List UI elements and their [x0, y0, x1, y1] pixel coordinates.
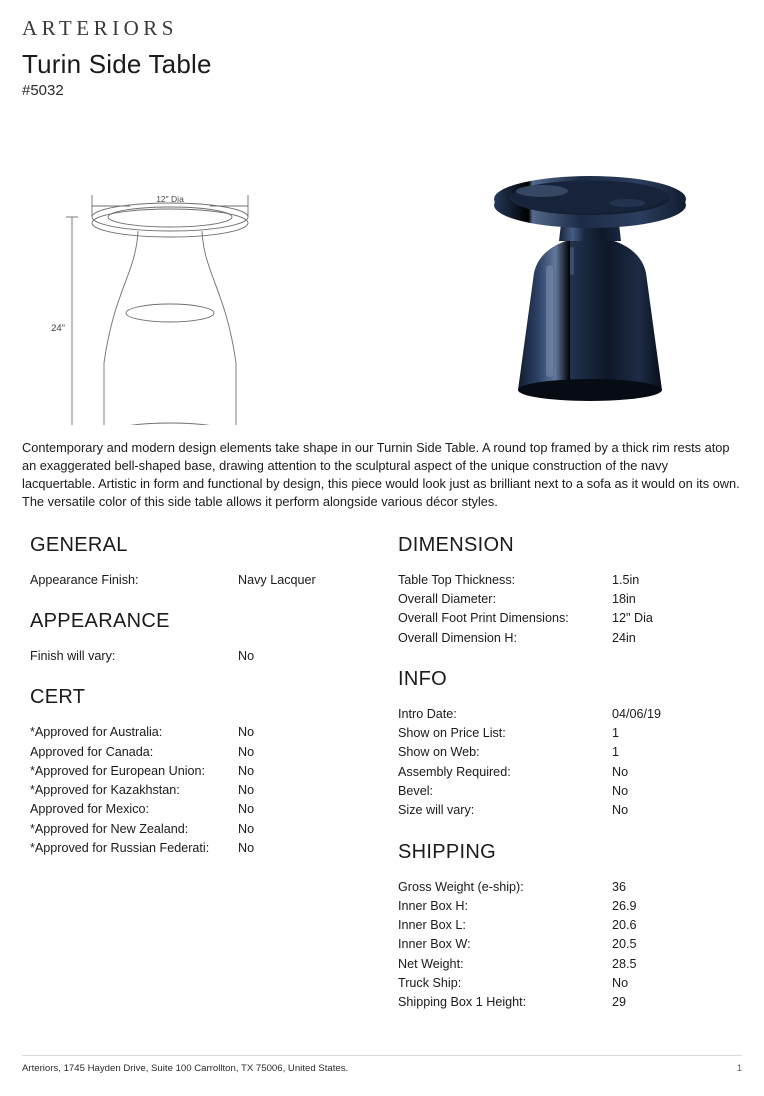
table-row [30, 723, 382, 742]
row-value: No [238, 744, 255, 759]
table-row [398, 743, 734, 762]
row-label: Inner Box L: [398, 918, 466, 933]
row-value: No [612, 803, 629, 818]
row-label: Overall Foot Print Dimensions: [398, 611, 569, 626]
drawing-top-dimension-label: 12" Dia [156, 194, 184, 204]
row-value: No [238, 648, 255, 663]
technical-line-drawing [30, 105, 360, 425]
table-row [398, 763, 734, 782]
row-label: Show on Web: [398, 745, 480, 760]
row-value: 26.9 [612, 898, 637, 913]
page-footer [22, 1055, 742, 1074]
section-heading-dimension: DIMENSION [398, 533, 515, 556]
row-label: Assembly Required: [398, 764, 511, 779]
table-row [30, 820, 382, 839]
row-value: 1 [612, 726, 620, 741]
row-value: 29 [612, 995, 627, 1010]
row-label: Truck Ship: [398, 976, 462, 991]
row-value: No [612, 784, 629, 798]
row-label: Overall Diameter: [398, 591, 496, 606]
row-label: *Approved for Kazakhstan: [30, 783, 180, 798]
row-label: Overall Dimension H: [398, 630, 517, 645]
row-label: Approved for Mexico: [30, 802, 149, 817]
table-row [30, 781, 382, 800]
row-value: No [612, 976, 629, 991]
table-row [30, 839, 382, 858]
section-heading-appearance: APPEARANCE [30, 609, 170, 632]
spec-column-right [390, 534, 734, 1013]
row-value: 36 [612, 879, 627, 894]
table-row [398, 801, 734, 820]
rows-general [30, 571, 382, 590]
table-row [30, 647, 382, 666]
row-value: 12" Dia [612, 611, 653, 626]
page-number: 1 [736, 1063, 742, 1073]
row-value: No [238, 841, 255, 855]
section-heading-shipping: SHIPPING [398, 840, 496, 863]
table-row [398, 724, 734, 743]
section-appearance [22, 610, 382, 666]
section-dimension [390, 534, 734, 648]
section-shipping [390, 841, 734, 1013]
row-label: *Approved for Russian Federati: [30, 841, 210, 855]
product-sku: #5032 [22, 82, 64, 99]
row-label: Net Weight: [398, 956, 464, 971]
spec-column-left [22, 534, 390, 1013]
table-row [398, 955, 734, 974]
row-label: *Approved for Australia: [30, 725, 163, 740]
row-label: Finish will vary: [30, 648, 116, 663]
table-row [30, 571, 382, 590]
rows-info [398, 705, 734, 821]
table-row [398, 974, 734, 993]
row-label: *Approved for European Union: [30, 763, 206, 778]
section-heading-cert: CERT [30, 686, 86, 709]
table-row [398, 897, 734, 916]
table-row [398, 878, 734, 897]
brand-wordmark: ARTERIORS [22, 16, 178, 40]
row-value: No [238, 763, 255, 778]
footer-address: Arteriors, 1745 Hayden Drive, Suite 100 Carrollton, TX 75006, United States. [22, 1063, 349, 1074]
table-row [398, 571, 734, 590]
row-value: 20.5 [612, 937, 637, 952]
row-label: Intro Date: [398, 706, 457, 721]
row-label: Bevel: [398, 784, 434, 798]
section-heading-general: GENERAL [30, 533, 128, 556]
row-value: 1.5in [612, 572, 640, 587]
row-value: Navy Lacquer [238, 572, 316, 587]
table-row [398, 629, 734, 648]
row-value: 20.6 [612, 918, 637, 933]
section-heading-info: INFO [398, 667, 447, 690]
row-label: Gross Weight (e-ship): [398, 879, 524, 894]
section-general [22, 534, 382, 590]
table-row [30, 762, 382, 781]
row-label: Shipping Box 1 Height: [398, 995, 527, 1010]
row-label: Appearance Finish: [30, 572, 139, 587]
row-value: No [238, 783, 255, 798]
table-row [398, 782, 734, 801]
spec-columns [22, 534, 742, 1013]
drawing-height-label: 24” [51, 323, 65, 334]
table-row [398, 609, 734, 628]
rows-cert [30, 723, 382, 858]
row-value: No [238, 725, 255, 740]
table-row [398, 993, 734, 1012]
table-row [30, 743, 382, 762]
product-spec-sheet [0, 16, 764, 1096]
product-photo [422, 95, 762, 425]
row-label: Table Top Thickness: [398, 572, 516, 587]
table-row [30, 800, 382, 819]
product-description: Contemporary and modern design elements take shape in our Turnin Side Table. A round top framed by a thick rim rests atop an exaggerated bell-shaped base, drawing attention to the sculptural aspect of the unique construction of the navy lacquertable. Artistic in form and functional by design, this piece would look just as brilliant next to a sofa as it would on its own. The versatile color of this side table allows it perform alongside various décor styles. [22, 440, 740, 510]
row-label: Inner Box W: [398, 937, 471, 952]
row-label: Approved for Canada: [30, 744, 154, 759]
table-row [398, 705, 734, 724]
section-info [390, 668, 734, 821]
row-value: 24in [612, 630, 636, 645]
rows-appearance [30, 647, 382, 666]
row-value: 18in [612, 591, 636, 606]
visuals-area [22, 105, 742, 435]
row-value: No [238, 821, 255, 836]
table-row [398, 916, 734, 935]
rows-shipping [398, 878, 734, 1013]
row-value: 1 [612, 745, 620, 760]
row-value: 28.5 [612, 956, 637, 971]
row-value: No [238, 802, 255, 817]
row-value: 04/06/19 [612, 706, 662, 721]
page-title: Turin Side Table [22, 49, 212, 79]
table-row [398, 935, 734, 954]
row-label: *Approved for New Zealand: [30, 821, 189, 836]
table-row [398, 590, 734, 609]
row-label: Inner Box H: [398, 898, 468, 913]
row-label: Show on Price List: [398, 726, 506, 741]
rows-dimension [398, 571, 734, 648]
section-cert [22, 686, 382, 858]
row-label: Size will vary: [398, 803, 475, 818]
row-value: No [612, 764, 629, 779]
